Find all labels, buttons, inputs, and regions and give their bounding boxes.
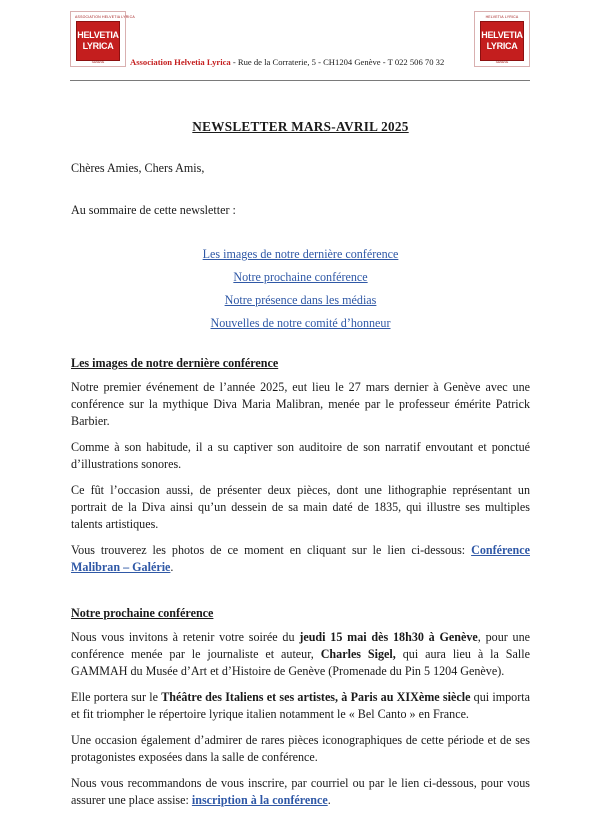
header-divider (70, 80, 530, 81)
greeting: Chères Amies, Chers Amis, (71, 161, 205, 175)
registration-intro-text: Nous vous recommandons de vous inscrire, par courriel ou par le lien ci-dessous, pour vous assurer une place assise: (71, 776, 530, 807)
section-heading-next-conference: Notre prochaine conférence (71, 606, 214, 620)
gallery-intro-text: Vous trouverez les photos de ce moment en cliquant sur le lien ci-dessous: (71, 543, 472, 557)
logo-text-line2: LYRICA (486, 41, 518, 51)
section1-paragraph-1: Notre premier événement de l’année 2025, eut lieu le 27 mars dernier à Genève avec une conférence sur la mythique Diva Maria Malibran, menée par le professeur émérite Patrick Barbier. (71, 380, 530, 428)
text-run: qui aura lieu à la Salle GAMMAH du Musée d’Art et d’Histoire de Genève (Promenade du Pin 5 1204 Genève). (71, 647, 530, 678)
logo-band-text: HELVETIA LYRICA (485, 15, 519, 19)
section2-paragraph-4 (71, 775, 530, 809)
toc-link-media-presence[interactable]: Notre présence dans les médias (224, 293, 377, 307)
section2-paragraph-2 (71, 689, 530, 723)
toc-link-next-conference[interactable]: Notre prochaine conférence (233, 270, 368, 284)
logo-band-bottom-text: GENÈVE (91, 60, 105, 64)
toc-link-last-conference-images[interactable]: Les images de notre dernière conférence (202, 247, 399, 261)
helvetia-lyrica-logo-right (474, 11, 530, 67)
registration-link-period: . (327, 793, 331, 807)
logo-text-line1: HELVETIA (481, 30, 523, 40)
text-run: Elle portera sur le (71, 690, 162, 704)
toc-link-honorary-committee[interactable]: Nouvelles de notre comité d’honneur (210, 316, 391, 330)
text-run: qui importa et fit triompher le répertoire lyrique italien notamment le « Bel Canto » en France. (71, 690, 530, 721)
text-run: Nous vous invitons à retenir votre soirée du (71, 630, 300, 644)
logo-text-line1: HELVETIA (77, 30, 119, 40)
logo-mark (480, 21, 524, 61)
text-run: , pour une conférence menée par le journaliste et auteur, (71, 630, 531, 661)
organization-name: Association Helvetia Lyrica (130, 57, 231, 67)
section-heading-last-conference: Les images de notre dernière conférence (71, 356, 279, 370)
section1-paragraph-4 (71, 542, 530, 576)
section1-paragraph-3: Ce fût l’occasion aussi, de présenter deux pièces, dont une lithographie représentant un portrait de la Diva ainsi qu’un dessein de sa main daté de 1835, qui illustre ses multiples talents artistiques. (71, 483, 530, 531)
organization-address: - Rue de la Corraterie, 5 - CH1204 Genève - T 022 506 70 32 (230, 57, 445, 67)
newsletter-title: NEWSLETTER MARS-AVRIL 2025 (192, 119, 409, 134)
gallery-link-period: . (170, 560, 174, 574)
registration-link[interactable]: inscription à la conférence (191, 793, 328, 807)
table-of-contents (71, 246, 530, 332)
speaker-name: Charles Sigel, (320, 647, 396, 661)
logo-text-line2: LYRICA (82, 41, 114, 51)
newsletter-body (71, 118, 530, 818)
logo-band-text: ASSOCIATION HELVETIA LYRICA (75, 15, 135, 19)
section1-paragraph-2: Comme à son habitude, il a su captiver son auditoire de son narratif envoutant et ponctué d’illustrations sonores. (71, 440, 530, 471)
gallery-link[interactable]: Conférence Malibran – Galérie (71, 543, 530, 574)
logo-band-bottom-text: GENÈVE (495, 60, 509, 64)
section-spacer (71, 585, 530, 605)
event-date: jeudi 15 mai dès 18h30 à Genève (299, 630, 478, 644)
section2-paragraph-1 (71, 629, 530, 680)
conference-topic: Théâtre des Italiens et ses artistes, à Paris au XIXème siècle (161, 690, 471, 704)
letterhead-address (130, 57, 475, 67)
helvetia-lyrica-logo-left (70, 11, 135, 67)
logo-mark (76, 21, 120, 61)
section2-paragraph-3: Une occasion également d’admirer de rares pièces iconographiques de cette période et de ses protagonistes exposées dans la salle de conférence. (71, 733, 530, 764)
intro-text: Au sommaire de cette newsletter : (71, 203, 236, 217)
